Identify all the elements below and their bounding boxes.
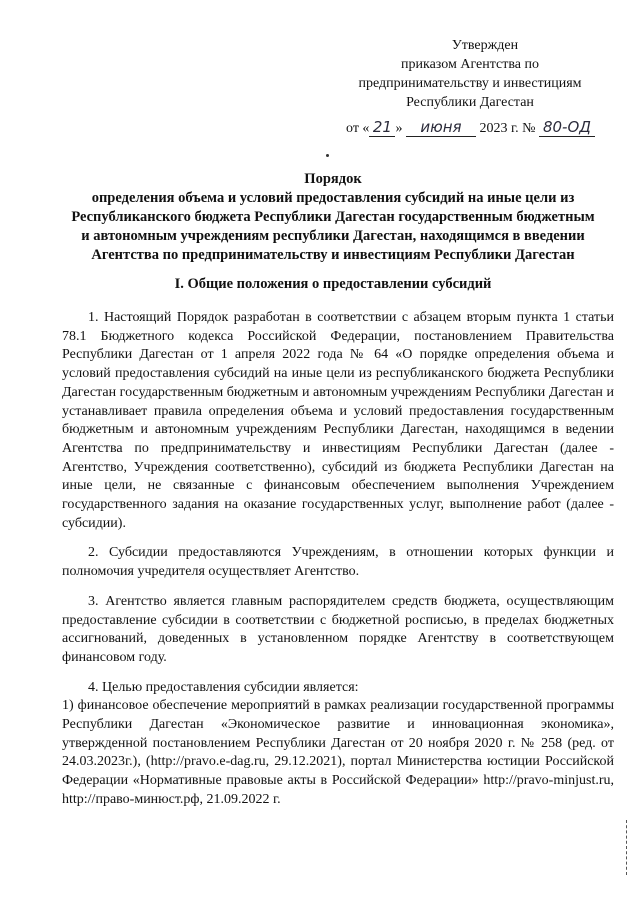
approval-line-4: Республики Дагестан — [406, 95, 534, 110]
order-number-handwritten: 80-ОД — [539, 118, 595, 137]
paragraph-2: 2. Субсидии предоставляются Учреждениям, в отношении которых функции и полномочия учредителя осуществляет Агентство. — [62, 545, 614, 580]
date-month-handwritten: июня — [406, 118, 476, 137]
paragraph-1: 1. Настоящий Порядок разработан в соответствии с абзацем вторым пункта 1 статьи 78.1 Бюджетного кодекса Российской Федерации, постановлением Правительства Республики Дагестан от 1 апреля 2022 года № 64 «О порядке определения объема и условий предоставления субсидий на иные цели из республиканского бюджета Республики Дагестан государственным бюджетным и автономным учреждениям Республики Дагестан и устанавливает правила определения объема и условий предоставления государственным бюджетным и автономным учреждениям Республики Дагестан, находящимся в ведении Агентства по предпринимательству и инвестициям Республики Дагестан (далее - Агентство, Учреждения соответственно), субсидий из бюджета Республики Дагестан на иные цели, не связанные с финансовым обеспечением выполнения Учреждением государственного задания на оказание государственных услуг, выполнение работ (далее - субсидии). — [62, 310, 614, 531]
date-mid: » — [395, 121, 403, 136]
title-line-2: определения объема и условий предоставления субсидий на иные цели из — [91, 190, 575, 206]
approval-line-3: предпринимательству и инвестициям — [358, 76, 582, 91]
document-title — [50, 170, 616, 265]
title-line-3: Республиканского бюджета Республики Дагестан государственным бюджетным — [71, 209, 595, 225]
paragraph-4: 4. Целью предоставления субсидии является: — [88, 679, 359, 695]
section-heading: I. Общие положения о предоставлении субсидий — [174, 276, 492, 292]
date-year-number-label: 2023 г. № — [479, 121, 536, 136]
document-body — [62, 309, 614, 821]
date-prefix: от « — [346, 121, 370, 136]
paragraph-3: 3. Агентство является главным распорядителем средств бюджета, осуществляющим предоставление субсидии в соответствии с бюджетной росписью, в пределах бюджетных ассигнований, доведенных в установленном порядке Агентству в соответствующем финансовом году. — [62, 593, 614, 665]
approval-date-line — [346, 118, 636, 137]
approval-block — [330, 36, 610, 112]
ink-dot — [326, 154, 329, 157]
date-day-handwritten: 21 — [369, 118, 395, 137]
scan-edge-mark — [626, 820, 628, 875]
title-line-1: Порядок — [304, 171, 362, 187]
approval-line-2: приказом Агентства по — [401, 57, 539, 72]
title-line-4: и автономным учреждениям республики Дагестан, находящимся в введении — [81, 228, 585, 244]
title-line-5: Агентства по предпринимательству и инвестициям Республики Дагестан — [91, 247, 575, 263]
approval-line-1: Утвержден — [451, 38, 519, 53]
paragraph-5: 1) финансовое обеспечение мероприятий в рамках реализации государственной программы Республики Дагестан «Экономическое развитие и инновационная экономика», утвержденной постановлением Республики Дагестан от 20 ноября 2020 г. № 258 (ред. от 24.03.2023г.), (http://pravo.e-dag.ru, 29.12.2021), портал Министерства юстиции Российской Федерации «Нормативные правовые акты в Российской Федерации» http://pravo-minjust.ru, http://право-минюст.рф, 21.09.2022 г. — [62, 698, 614, 807]
